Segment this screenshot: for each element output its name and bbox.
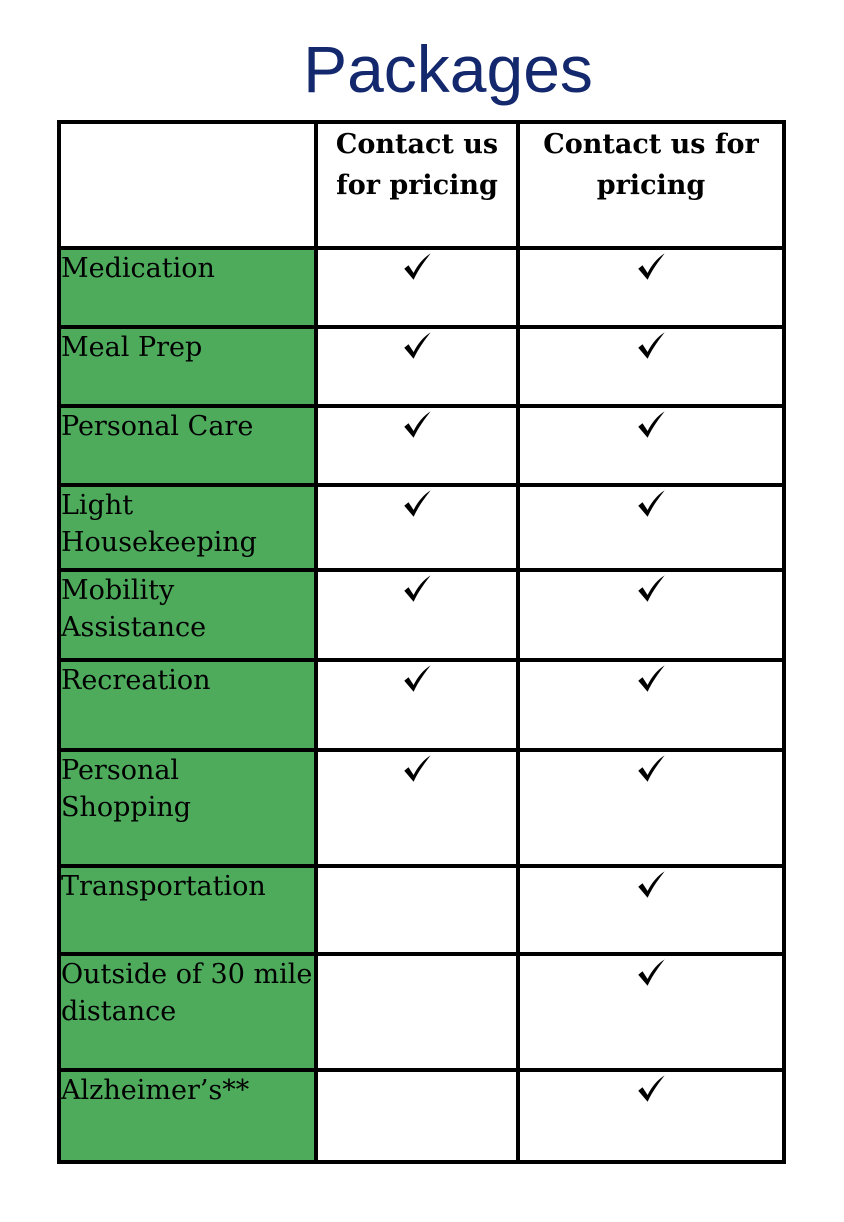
table-row (59, 1070, 784, 1162)
package-1-cell (316, 406, 518, 485)
packages-table (57, 120, 786, 1164)
package-2-cell (518, 866, 784, 954)
checkmark-icon (400, 329, 434, 363)
package-1-cell (316, 750, 518, 866)
service-label: Personal Care (59, 406, 316, 485)
service-label: Meal Prep (59, 327, 316, 406)
package-2-cell (518, 954, 784, 1070)
service-label: Recreation (59, 660, 316, 750)
package-2-cell (518, 660, 784, 750)
checkmark-icon (634, 868, 668, 902)
checkmark-icon (634, 1072, 668, 1106)
page-title: Packages (303, 32, 593, 106)
checkmark-icon (400, 408, 434, 442)
checkmark-icon (634, 329, 668, 363)
package-2-cell (518, 570, 784, 660)
package-2-cell (518, 248, 784, 327)
checkmark-icon (400, 752, 434, 786)
package-1-cell (316, 1070, 518, 1162)
package-2-cell (518, 327, 784, 406)
service-label: Outside of 30 mile distance (59, 954, 316, 1070)
table-row (59, 327, 784, 406)
checkmark-icon (400, 662, 434, 696)
table-row (59, 954, 784, 1070)
header-corner-cell (59, 122, 316, 248)
checkmark-icon (634, 250, 668, 284)
table-row (59, 660, 784, 750)
table-row (59, 406, 784, 485)
package-1-cell (316, 570, 518, 660)
package-1-cell (316, 660, 518, 750)
table-row (59, 866, 784, 954)
package-1-cell (316, 485, 518, 570)
package-1-cell (316, 954, 518, 1070)
table-row (59, 248, 784, 327)
table-row (59, 750, 784, 866)
checkmark-icon (634, 752, 668, 786)
package-2-cell (518, 485, 784, 570)
service-label: Light Housekeeping (59, 485, 316, 570)
package-1-cell (316, 866, 518, 954)
package-1-cell (316, 327, 518, 406)
checkmark-icon (634, 572, 668, 606)
service-label: Medication (59, 248, 316, 327)
checkmark-icon (400, 487, 434, 521)
checkmark-icon (400, 250, 434, 284)
table-row (59, 570, 784, 660)
package-2-header: Contact us for pricing (518, 122, 784, 248)
service-label: Transportation (59, 866, 316, 954)
package-1-header: Contact us for pricing (316, 122, 518, 248)
checkmark-icon (634, 956, 668, 990)
checkmark-icon (634, 408, 668, 442)
checkmark-icon (634, 487, 668, 521)
service-label: Mobility Assistance (59, 570, 316, 660)
checkmark-icon (400, 572, 434, 606)
table-row (59, 485, 784, 570)
service-label: Personal Shopping (59, 750, 316, 866)
header-row (59, 122, 784, 248)
package-2-cell (518, 750, 784, 866)
package-2-cell (518, 406, 784, 485)
checkmark-icon (634, 662, 668, 696)
package-1-cell (316, 248, 518, 327)
package-2-cell (518, 1070, 784, 1162)
service-label: Alzheimer’s** (59, 1070, 316, 1162)
